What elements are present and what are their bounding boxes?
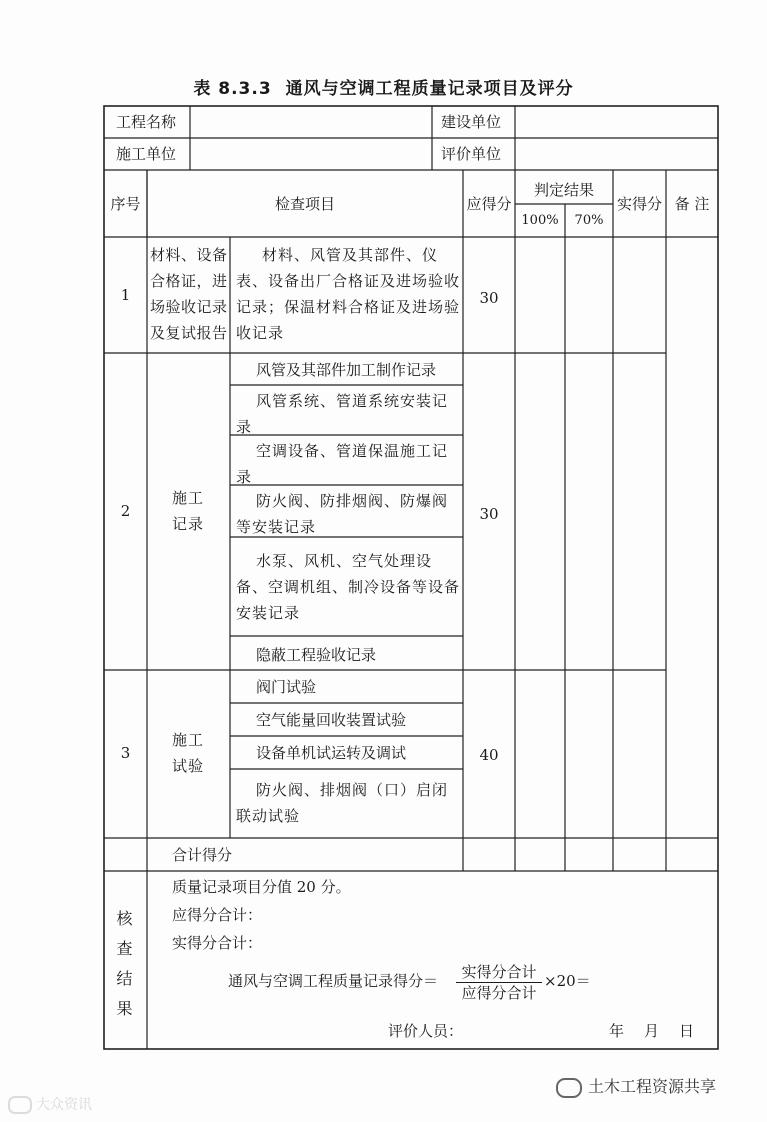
header-judgement: 判定结果 — [533, 181, 594, 199]
row2-item3: 空调设备、管道保温施工记录 — [236, 442, 449, 486]
owner-unit-label: 建设单位 — [441, 113, 502, 131]
evaluation-unit-label: 评价单位 — [441, 145, 502, 163]
row3-item1: 阀门试验 — [256, 678, 317, 696]
row3-category: 施工试验 — [171, 731, 204, 775]
header-actual-score: 实得分 — [616, 195, 662, 213]
row2-item6: 隐蔽工程验收记录 — [256, 646, 377, 664]
header-check-item: 检查项目 — [274, 195, 335, 213]
row1-category: 材料、设备合格证，进场验收记录及复试报告 — [150, 246, 228, 342]
row3-score: 40 — [479, 746, 499, 764]
construction-unit-label: 施工单位 — [116, 145, 177, 163]
formula-denominator: 应得分合计 — [456, 982, 542, 1003]
total-label: 合计得分 — [172, 846, 233, 864]
row2-item1: 风管及其部件加工制作记录 — [256, 361, 437, 379]
row2-item5: 水泵、风机、空气处理设备、空调机组、制冷设备等设备安装记录 — [236, 552, 461, 622]
check-result-label: 核查结果 — [116, 909, 134, 1018]
row1-seq: 1 — [120, 286, 131, 304]
formula-numerator: 实得分合计 — [461, 963, 537, 981]
row3-item2: 空气能量回收装置试验 — [256, 711, 407, 729]
formula-prefix: 通风与空调工程质量记录得分＝ — [228, 972, 439, 990]
table-number: 表 8.3.3 — [193, 79, 272, 99]
header-remarks: 备 注 — [674, 195, 710, 213]
watermark-logo-icon — [8, 1096, 32, 1114]
project-name-label: 工程名称 — [116, 113, 177, 131]
date-day: 日 — [679, 1022, 695, 1040]
row2-score: 30 — [479, 505, 499, 523]
formula-fraction — [456, 962, 542, 1003]
row2-item4: 防火阀、防排烟阀、防爆阀等安装记录 — [236, 492, 449, 536]
check-result-line2: 应得分合计： — [172, 906, 263, 924]
header-pct70: 70% — [574, 213, 604, 228]
header-seq: 序号 — [110, 195, 141, 213]
check-result-line1: 质量记录项目分值 20 分。 — [172, 878, 351, 896]
date-year: 年 — [609, 1022, 625, 1040]
formula-suffix: ×20＝ — [544, 972, 591, 990]
header-should-score: 应得分 — [466, 195, 512, 213]
check-result-line3: 实得分合计： — [172, 934, 263, 952]
table-title-text: 通风与空调工程质量记录项目及评分 — [285, 79, 574, 99]
row3-item3: 设备单机试运转及调试 — [256, 744, 407, 762]
row2-item2: 风管系统、管道系统安装记录 — [236, 392, 449, 436]
row3-seq: 3 — [120, 744, 131, 762]
row1-item: 材料、风管及其部件、仪表、设备出厂合格证及进场验收记录；保温材料合格证及进场验收记录 — [236, 246, 461, 342]
row2-seq: 2 — [120, 502, 131, 520]
header-pct100: 100% — [521, 213, 559, 228]
watermark-left: 大众资讯 — [8, 1094, 92, 1114]
wechat-icon — [556, 1078, 582, 1098]
evaluator-label: 评价人员： — [388, 1022, 464, 1040]
row2-category: 施工记录 — [171, 489, 204, 533]
watermark-right: 土木工程资源共享 — [556, 1074, 716, 1098]
date-month: 月 — [644, 1022, 660, 1040]
row1-score: 30 — [479, 289, 499, 307]
row3-item4: 防火阀、排烟阀（口）启闭联动试验 — [236, 781, 449, 825]
